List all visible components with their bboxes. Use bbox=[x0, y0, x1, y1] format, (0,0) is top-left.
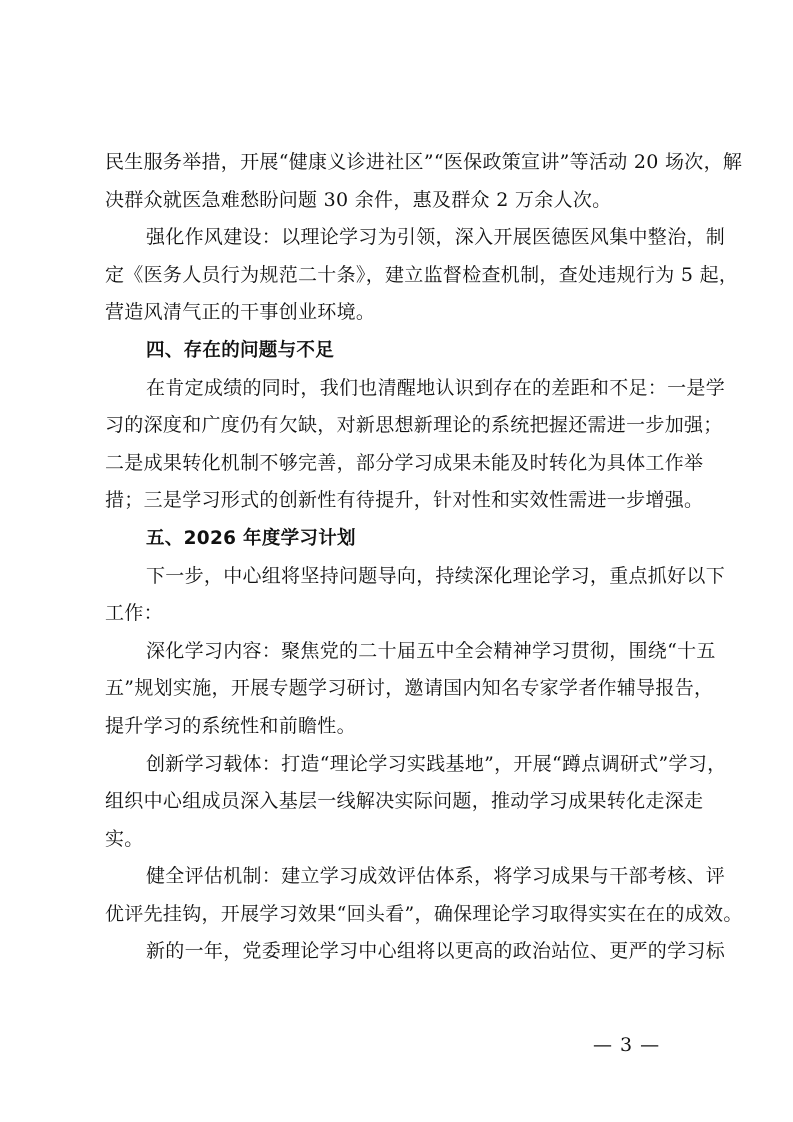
body-line: 民生服务举措，开展“健康义诊进社区”“医保政策宣讲”等活动 20 场次，解 bbox=[105, 151, 743, 173]
body-line: 习的深度和广度仍有欠缺，对新思想新理论的系统把握还需进一步加强； bbox=[105, 414, 723, 437]
body-line: 提升学习的系统性和前瞻性。 bbox=[105, 714, 356, 737]
body-line: 二是成果转化机制不够完善，部分学习成果未能及时转化为具体工作举 bbox=[105, 451, 704, 474]
body-line: 优评先挂钩，开展学习效果“回头看”，确保理论学习取得实实在在的成效。 bbox=[105, 902, 743, 925]
body-line: 健全评估机制：建立学习成效评估体系，将学习成果与干部考核、评 bbox=[146, 865, 726, 888]
body-line: 营造风清气正的干事创业环境。 bbox=[105, 301, 376, 324]
body-line: 组织中心组成员深入基层一线解决实际问题，推动学习成果转化走深走 bbox=[105, 790, 704, 813]
body-line: 在肯定成绩的同时，我们也清醒地认识到存在的差距和不足：一是学 bbox=[146, 376, 726, 399]
body-line: 定《医务人员行为规范二十条》，建立监督检查机制，查处违规行为 5 起， bbox=[105, 263, 739, 286]
body-line: 决群众就医急难愁盼问题 30 余件，惠及群众 2 万余人次。 bbox=[105, 188, 612, 211]
body-line: 五”规划实施，开展专题学习研讨，邀请国内知名专家学者作辅导报告， bbox=[105, 677, 714, 700]
body-line: 实。 bbox=[105, 827, 144, 850]
document-body bbox=[105, 144, 743, 971]
body-line: 工作： bbox=[105, 602, 163, 625]
body-line: 措；三是学习形式的创新性有待提升，针对性和实效性需进一步增强。 bbox=[105, 489, 704, 512]
body-line: 下一步，中心组将坚持问题导向，持续深化理论学习，重点抓好以下 bbox=[146, 564, 726, 587]
body-line: 新的一年，党委理论学习中心组将以更高的政治站位、更严的学习标 bbox=[146, 940, 726, 963]
page-number: — 3 — bbox=[593, 1034, 661, 1056]
section-heading-plan: 五、2026 年度学习计划 bbox=[146, 527, 356, 549]
body-line: 深化学习内容：聚焦党的二十届五中全会精神学习贯彻，围绕“十五 bbox=[146, 639, 716, 662]
body-line: 强化作风建设：以理论学习为引领，深入开展医德医风集中整治，制 bbox=[146, 226, 726, 249]
section-heading-problems: 四、存在的问题与不足 bbox=[146, 339, 335, 361]
body-line: 创新学习载体：打造“理论学习实践基地”，开展“蹲点调研式”学习， bbox=[146, 752, 727, 775]
